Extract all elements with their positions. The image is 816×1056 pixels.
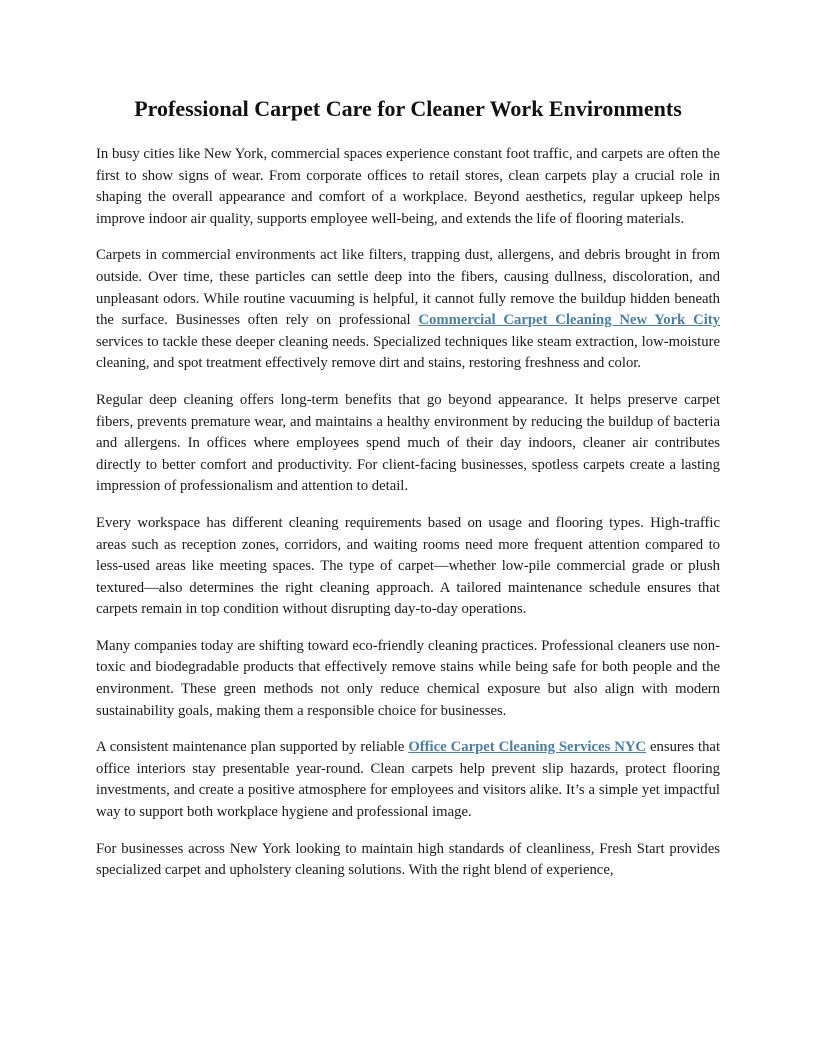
paragraph-2-text-before: Carpets in commercial environments act like filters, trapping dust, allergens, and debris brought in from outside. Over time, these particles can settle deep into the fibers, causing dullness, discoloration, and unpleasant odors. While routine vacuuming is helpful, it cannot fully remove the buildup hidden beneath the surface. Businesses often rely on professional (96, 247, 720, 329)
paragraph-4 (96, 513, 720, 621)
paragraph-1 (96, 144, 720, 230)
paragraph-7 (96, 839, 720, 882)
paragraph-6-text-before: A consistent maintenance plan supported by reliable (96, 739, 409, 756)
paragraph-3 (96, 390, 720, 498)
paragraph-2 (96, 245, 720, 375)
paragraph-6 (96, 737, 720, 823)
commercial-carpet-cleaning-link[interactable]: Commercial Carpet Cleaning New York City (418, 312, 721, 329)
paragraph-5-text: Many companies today are shifting toward eco-friendly cleaning practices. Professional cleaners use non-toxic and biodegradable products that effectively remove stains while being safe for both people and the environment. These green methods not only reduce chemical exposure but also align with modern sustainability goals, making them a responsible choice for businesses. (96, 637, 720, 719)
office-carpet-cleaning-link[interactable]: Office Carpet Cleaning Services NYC (408, 739, 647, 756)
paragraph-7-text: For businesses across New York looking to maintain high standards of cleanliness, Fresh Start provides specialized carpet and upholstery cleaning solutions. With the right blend of experience, (96, 840, 720, 879)
document-page (96, 94, 720, 897)
document-title: Professional Carpet Care for Cleaner Work Environments (134, 96, 682, 121)
paragraph-1-text: In busy cities like New York, commercial spaces experience constant foot traffic, and carpets are often the first to show signs of wear. From corporate offices to retail stores, clean carpets play a crucial role in shaping the overall appearance and comfort of a workplace. Beyond aesthetics, regular upkeep helps improve indoor air quality, supports employee well-being, and extends the life of flooring materials. (96, 146, 720, 227)
paragraph-6-text-after: ensures that office interiors stay presentable year-round. Clean carpets help prevent slip hazards, protect flooring investments, and create a positive atmosphere for employees and visitors alike. It’s a simple yet impactful way to support both workplace hygiene and professional image. (96, 739, 721, 821)
paragraph-2-text-after: services to tackle these deeper cleaning needs. Specialized techniques like steam extraction, low-moisture cleaning, and spot treatment effectively remove dirt and stains, restoring freshness and color. (96, 333, 720, 372)
paragraph-5 (96, 636, 720, 722)
paragraph-4-text: Every workspace has different cleaning requirements based on usage and flooring types. High-traffic areas such as reception zones, corridors, and waiting rooms need more frequent attention compared to less-used areas like meeting spaces. The type of carpet—whether low-pile commercial grade or plush textured—also determines the right cleaning approach. A tailored maintenance schedule ensures that carpets remain in top condition without disrupting day-to-day operations. (96, 514, 720, 618)
paragraph-3-text: Regular deep cleaning offers long-term benefits that go beyond appearance. It helps preserve carpet fibers, prevents premature wear, and maintains a healthy environment by reducing the buildup of bacteria and allergens. In offices where employees spend much of their day indoors, cleaner air contributes directly to better comfort and productivity. For client-facing businesses, spotless carpets create a lasting impression of professionalism and attention to detail. (96, 391, 720, 495)
